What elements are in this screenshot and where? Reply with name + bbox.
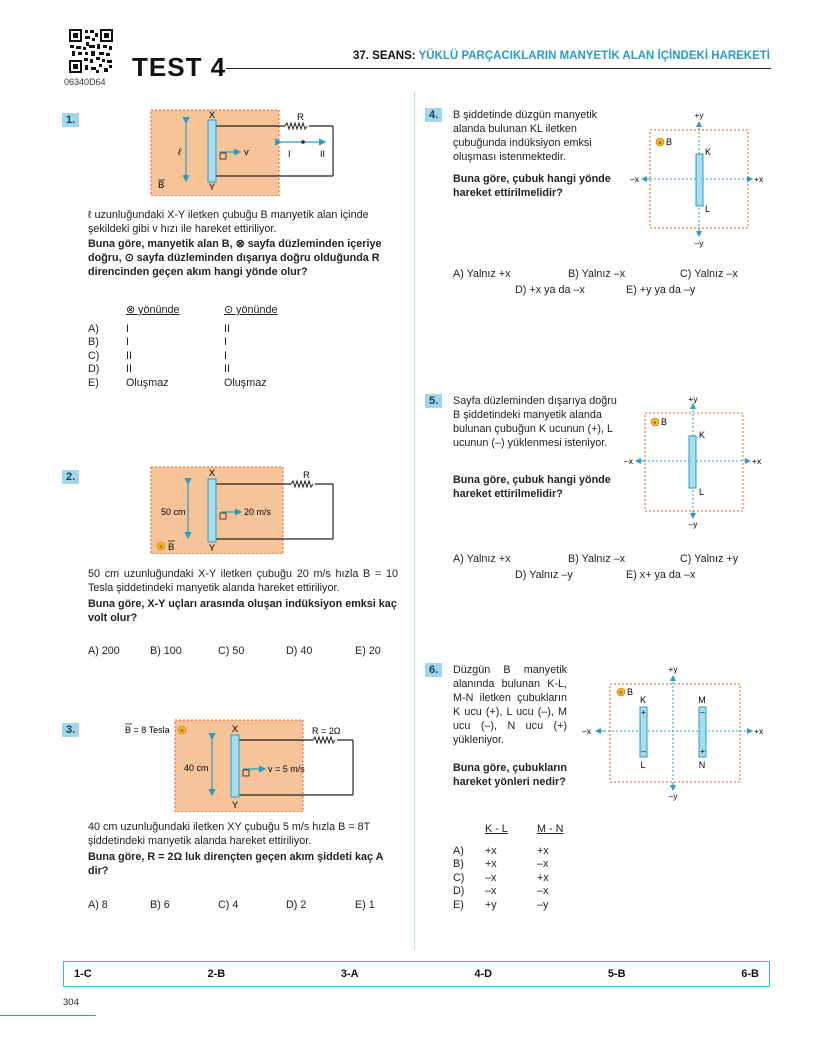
q6-row-d[interactable] [453,885,563,899]
q1-row-c2: II [224,363,230,375]
q3-label-len: 40 cm [184,763,209,773]
q5-option-a[interactable]: A) Yalnız +x [453,553,511,565]
q6-text-1: Düzgün B manyetik alanında bulunan K-L, M-N iletken çubukların K ucu (+), L ucu (–), M ucu (–), N ucu (+) yükleniyor. [453,664,567,746]
q3-label-y: Y [231,800,239,811]
q2-option-d[interactable]: D) 40 [286,645,313,657]
q6-answer-table [453,823,563,912]
q6-number: 6. [425,663,442,677]
q1-label-y: Y [208,182,216,193]
q3-label-r: R = 2Ω [312,726,341,736]
q2-label-x: X [208,468,216,479]
q6-row-c1: +x [485,858,497,870]
qr-code [68,28,114,74]
q1-row-label: B) [88,336,99,348]
q1-figure [140,106,365,196]
q3-label-x: X [231,724,239,735]
q3-option-a[interactable]: A) 8 [88,899,108,911]
q6-label-px: +x [754,726,764,736]
q6-row-c1: –x [485,871,497,884]
q4-label-nx: –x [630,174,639,184]
svg-text:×: × [657,140,663,147]
q5-text-2: Buna göre, çubuk hangi yönde hareket ettirilmelidir? [453,474,611,500]
q6-label-nx: –x [582,726,591,736]
svg-text:–: – [641,747,646,756]
q5-label-nx: –x [624,456,633,466]
q4-text-1: B şiddetinde düzgün manyetik alanda bulunan KL iletken çubuğunda indüksiyon emksi oluşması istenmektedir. [453,109,598,163]
q5-option-b[interactable]: B) Yalnız –x [568,553,626,565]
q5-label-py: +y [688,394,698,404]
q3-text-1: 40 cm uzunluğundaki iletken XY çubuğu 5 m/s hızla B = 8T şiddetindeki manyetik alanda hareket ettiriliyor. [88,821,370,847]
q1-row-c[interactable] [88,350,277,364]
q2-text-1: 50 cm uzunluğundaki X-Y iletken çubuğu 20 m/s hızla B = 10 Tesla şiddetindeki manyetik alanda hareket ettiriliyor. [88,568,398,594]
q1-row-label: A) [88,322,99,335]
q2-option-e[interactable]: E) 20 [355,645,381,657]
q6-label-py: +y [668,664,678,674]
q1-row-label: C) [88,349,100,362]
q6-label-b: B [627,687,634,697]
q3-number: 3. [62,723,79,737]
svg-text:–: – [700,708,705,717]
q5-number: 5. [425,394,442,408]
q1-col2-header: ⊙ yönünde [224,304,278,316]
seans-prefix: 37. SEANS: [352,50,419,62]
q2-text-2: Buna göre, X-Y uçları arasında oluşan indüksiyon emksi kaç volt olur? [88,598,397,624]
q5-label-l: L [699,487,705,497]
q2-option-c[interactable]: C) 50 [218,645,245,657]
answer-key-item: 1-C [74,968,92,980]
q1-row-c1: II [126,349,132,362]
svg-text:+: + [641,708,646,717]
q1-row-c2: Oluşmaz [224,376,267,389]
q3-label-v: v = 5 m/s [268,764,305,774]
q1-label-l: ℓ [178,147,182,158]
q3-figure [125,717,360,812]
answer-key-item: 6-B [741,968,759,980]
q6-row-label: E) [453,898,464,911]
q6-row-b[interactable] [453,858,563,872]
answer-key-item: 5-B [607,968,626,980]
q1-row-label: E) [88,376,99,389]
q2-label-b: B [168,542,175,553]
q3-option-e[interactable]: E) 1 [355,899,375,911]
q4-number: 4. [425,108,442,122]
q2-label-r: R [303,470,310,481]
answer-key-item: 4-D [474,968,493,980]
page-number: 304 [63,997,79,1008]
q1-row-b[interactable] [88,336,277,350]
q6-row-c[interactable] [453,872,563,886]
q1-row-a[interactable] [88,323,277,337]
q6-label-ny: –y [668,791,678,801]
q2-figure [145,462,345,554]
q1-label-ii: II [320,149,326,159]
q4-option-a[interactable]: A) Yalnız +x [453,268,511,280]
q2-label-len: 50 cm [161,507,186,517]
q5-label-k: K [699,430,706,440]
q4-figure [630,108,770,250]
q1-number: 1. [62,113,79,127]
q4-label-py: +y [694,110,704,120]
q1-col1-header: ⊗ yönünde [126,304,180,316]
q5-text-1: Sayfa düzleminden dışarıya doğru B şiddetindeki manyetik alanda bulunan çubuğun K ucunun (+), L ucunun (–) yüklenmesi isteniyor. [453,395,617,449]
q6-row-c2: –y [537,898,549,911]
q1-row-c2: II [224,322,230,335]
q1-label-x: X [208,110,216,121]
svg-text:×: × [618,690,624,697]
q1-row-c2: I [224,349,227,362]
q6-row-c1: +y [485,898,497,911]
q1-text-2: Buna göre, manyetik alan B, ⊗ sayfa düzleminden içeriye doğru, ⊙ sayfa düzleminden dışarıya doğru olduğunda R direncinden geçen akım hangi yönde olur? [88,238,382,278]
q1-row-label: D) [88,363,100,375]
q2-label-y: Y [208,543,216,554]
q5-figure [624,394,770,532]
q6-row-label: A) [453,844,464,857]
svg-text:×: × [179,728,185,735]
test-title: TEST 4 [132,52,227,82]
qr-code-id: 06340D64 [64,77,106,87]
q6-row-a[interactable] [453,845,563,859]
q6-row-c2: +x [537,871,549,884]
q1-label-i: I [288,149,291,159]
q4-text-2: Buna göre, çubuk hangi yönde hareket ettirilmelidir? [453,173,611,199]
q4-option-e[interactable]: E) +y ya da –y [626,284,696,296]
q5-label-ny: –y [688,519,698,529]
q5-label-px: +x [752,456,762,466]
q1-label-v: v [244,147,249,158]
q4-label-b: B [666,137,673,147]
q1-label-r: R [297,112,304,123]
q6-row-c2: –x [537,885,549,897]
answer-key-item: 3-A [340,968,359,980]
q6-label-l: L [640,760,646,770]
svg-text:•: • [653,420,657,427]
q4-label-ny: –y [694,238,704,248]
column-divider [414,92,415,950]
q6-figure [578,664,770,804]
q1-row-c1: II [126,363,132,375]
seans-topic: YÜKLÜ PARÇACIKLARIN MANYETİK ALAN İÇİNDEKİ HAREKETİ [418,50,770,62]
q4-option-c[interactable]: C) Yalnız –x [680,268,738,280]
q6-text-2: Buna göre, çubukların hareket yönleri nedir? [453,762,567,788]
svg-text:+: + [700,747,705,756]
q3-label-b: B = 8 Tesla [125,725,170,735]
answer-key-item: 2-B [207,968,226,980]
q1-row-c1: I [126,322,129,335]
q1-row-c2: I [224,336,227,348]
q6-row-label: D) [453,885,465,897]
q6-label-k: K [639,695,647,705]
q5-label-b: B [661,417,668,427]
q6-col2-header: M - N [537,823,564,835]
q4-label-l: L [705,204,711,214]
q1-row-e[interactable] [88,377,277,391]
q6-row-e[interactable] [453,899,563,913]
q6-label-n: N [698,760,706,770]
q3-option-c[interactable]: C) 4 [218,899,239,911]
q1-row-d[interactable] [88,363,277,377]
q6-row-label: B) [453,858,464,870]
q3-option-d[interactable]: D) 2 [286,899,307,911]
seans-heading [353,50,770,62]
q3-option-b[interactable]: B) 6 [150,899,170,911]
q4-option-d[interactable]: D) +x ya da –x [515,284,585,296]
q6-row-c1: –x [485,885,497,897]
q2-option-a[interactable]: A) 200 [88,645,120,657]
svg-text:×: × [158,544,164,551]
q4-label-px: +x [754,174,764,184]
q4-option-b[interactable]: B) Yalnız –x [568,268,626,280]
q5-option-c[interactable]: C) Yalnız +y [680,553,739,565]
page-number-rule [0,1015,96,1016]
q2-number: 2. [62,470,79,484]
q6-row-c2: –x [537,858,549,870]
answer-key-bar [63,961,770,987]
q1-row-c1: Oluşmaz [126,376,169,389]
q3-text-2: Buna göre, R = 2Ω luk dirençten geçen akım şiddeti kaç A dir? [88,851,383,877]
q6-col1-header: K - L [485,823,508,835]
q1-label-b: B [158,180,165,191]
title-rule [226,68,771,69]
q6-row-c1: +x [485,844,497,857]
q6-label-m: M [698,695,706,705]
q2-label-v: 20 m/s [244,507,272,517]
q6-row-label: C) [453,871,465,884]
q6-row-c2: +x [537,844,549,857]
q5-option-d[interactable]: D) Yalnız –y [515,569,573,581]
q1-row-c1: I [126,336,129,348]
q5-option-e[interactable]: E) x+ ya da –x [626,569,696,581]
q4-label-k: K [705,147,712,157]
q1-text-1: ℓ uzunluğundaki X-Y iletken çubuğu B manyetik alan içinde şekildeki gibi v hızı ile hareket ettiriliyor. [88,209,369,235]
q1-answer-table [88,303,277,390]
q2-option-b[interactable]: B) 100 [150,645,182,657]
